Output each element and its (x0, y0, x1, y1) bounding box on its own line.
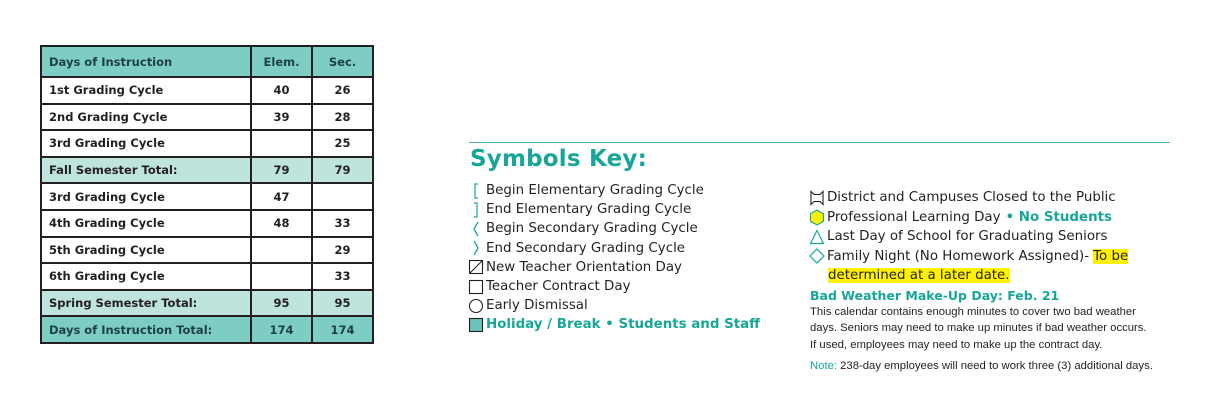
key-item (808, 227, 1128, 247)
row-sec: 25 (312, 130, 373, 157)
row-elem: 95 (251, 290, 312, 317)
row-elem: 39 (251, 104, 312, 131)
header-days-of-instruction: Days of Instruction (41, 46, 251, 77)
row-sec: 33 (312, 210, 373, 237)
row-label: 4th Grading Cycle (41, 210, 251, 237)
key-item-label: End Secondary Grading Cycle (486, 240, 686, 256)
row-elem: 48 (251, 210, 312, 237)
key-item-label: Early Dismissal (486, 298, 588, 314)
slashed-square-icon (467, 258, 485, 276)
header-elem: Elem. (251, 46, 312, 77)
key-item (808, 247, 1128, 267)
row-label: 6th Grading Cycle (41, 263, 251, 290)
key-item-label: Begin Elementary Grading Cycle (486, 183, 704, 199)
row-label: 3rd Grading Cycle (41, 183, 251, 210)
header-sec: Sec. (312, 46, 373, 77)
bad-weather-body (810, 304, 1190, 353)
row-label: Fall Semester Total: (41, 157, 251, 184)
key-item (467, 277, 760, 296)
key-item (808, 188, 1128, 208)
left-bracket-icon (467, 182, 485, 200)
bad-weather-title: Bad Weather Make-Up Day: Feb. 21 (810, 288, 1060, 303)
table-row (41, 183, 373, 210)
row-label: Spring Semester Total: (41, 290, 251, 317)
key-item-continuation (808, 266, 1128, 286)
filled-square-icon (467, 316, 485, 334)
square-icon (467, 278, 485, 296)
bad-weather-line: This calendar contains enough minutes to cover two bad weather (810, 306, 1136, 318)
triangle-icon (808, 228, 826, 246)
row-label: 5th Grading Cycle (41, 237, 251, 264)
note-text: 238-day employees will need to work three (3) additional days. (837, 360, 1153, 372)
row-label: 1st Grading Cycle (41, 77, 251, 104)
row-elem: 40 (251, 77, 312, 104)
right-bracket-icon (467, 201, 485, 219)
key-item-label: District and Campuses Closed to the Public (827, 190, 1116, 206)
spring-semester-total-row (41, 290, 373, 317)
row-sec: 26 (312, 77, 373, 104)
symbols-key-left-column (467, 181, 760, 335)
diamond-icon (808, 247, 826, 265)
table-row (41, 237, 373, 264)
key-item (467, 239, 760, 258)
row-sec: 79 (312, 157, 373, 184)
table-row (41, 130, 373, 157)
symbols-key-title: Symbols Key: (470, 146, 647, 172)
fall-semester-total-row (41, 157, 373, 184)
table-row (41, 104, 373, 131)
row-elem: 174 (251, 316, 312, 343)
row-sec: 28 (312, 104, 373, 131)
row-label: Days of Instruction Total: (41, 316, 251, 343)
days-of-instruction-table (40, 45, 374, 344)
key-item (467, 258, 760, 277)
note (810, 360, 1153, 372)
bad-weather-line: days. Seniors may need to make up minutes if bad weather occurs. (810, 322, 1147, 335)
row-elem: 47 (251, 183, 312, 210)
right-angle-icon (467, 239, 485, 257)
symbols-key-right-column (808, 188, 1128, 286)
table-row (41, 77, 373, 104)
left-angle-icon (467, 220, 485, 238)
key-item-label: Professional Learning Day (827, 209, 1001, 225)
key-item-label: End Elementary Grading Cycle (486, 202, 692, 218)
table-header-row (41, 46, 373, 77)
row-elem (251, 130, 312, 157)
table-row (41, 263, 373, 290)
table-row (41, 210, 373, 237)
row-elem: 79 (251, 157, 312, 184)
bad-weather-line: If used, employees may need to make up the contract day. (810, 338, 1103, 351)
row-elem (251, 263, 312, 290)
hexagon-icon (808, 208, 826, 226)
days-of-instruction-total-row (41, 316, 373, 343)
key-item-label: Last Day of School for Graduating Seniors (827, 229, 1108, 245)
circle-icon (467, 297, 485, 315)
family-night-highlight-1: To be (1093, 248, 1129, 264)
key-item-label: Teacher Contract Day (486, 279, 631, 295)
row-sec (312, 183, 373, 210)
row-sec: 174 (312, 316, 373, 343)
key-item-label: New Teacher Orientation Day (486, 259, 682, 275)
key-item (467, 296, 760, 315)
key-item-label: Family Night (No Homework Assigned)- (827, 248, 1090, 264)
family-night-highlight-2: determined at a later date. (828, 268, 1010, 284)
row-elem (251, 237, 312, 264)
row-label: 2nd Grading Cycle (41, 104, 251, 131)
row-sec: 95 (312, 290, 373, 317)
closed-building-icon (808, 189, 826, 207)
no-students-label: • No Students (1005, 209, 1113, 225)
key-item (467, 181, 760, 200)
note-label: Note: (810, 360, 838, 372)
row-sec: 29 (312, 237, 373, 264)
key-item-label: Begin Secondary Grading Cycle (486, 221, 698, 237)
row-label: 3rd Grading Cycle (41, 130, 251, 157)
row-sec: 33 (312, 263, 373, 290)
key-item (467, 315, 760, 334)
key-divider (469, 142, 1170, 143)
key-item (467, 219, 760, 238)
key-item (467, 200, 760, 219)
key-item (808, 208, 1128, 228)
key-item-label: Holiday / Break • Students and Staff (486, 317, 761, 333)
